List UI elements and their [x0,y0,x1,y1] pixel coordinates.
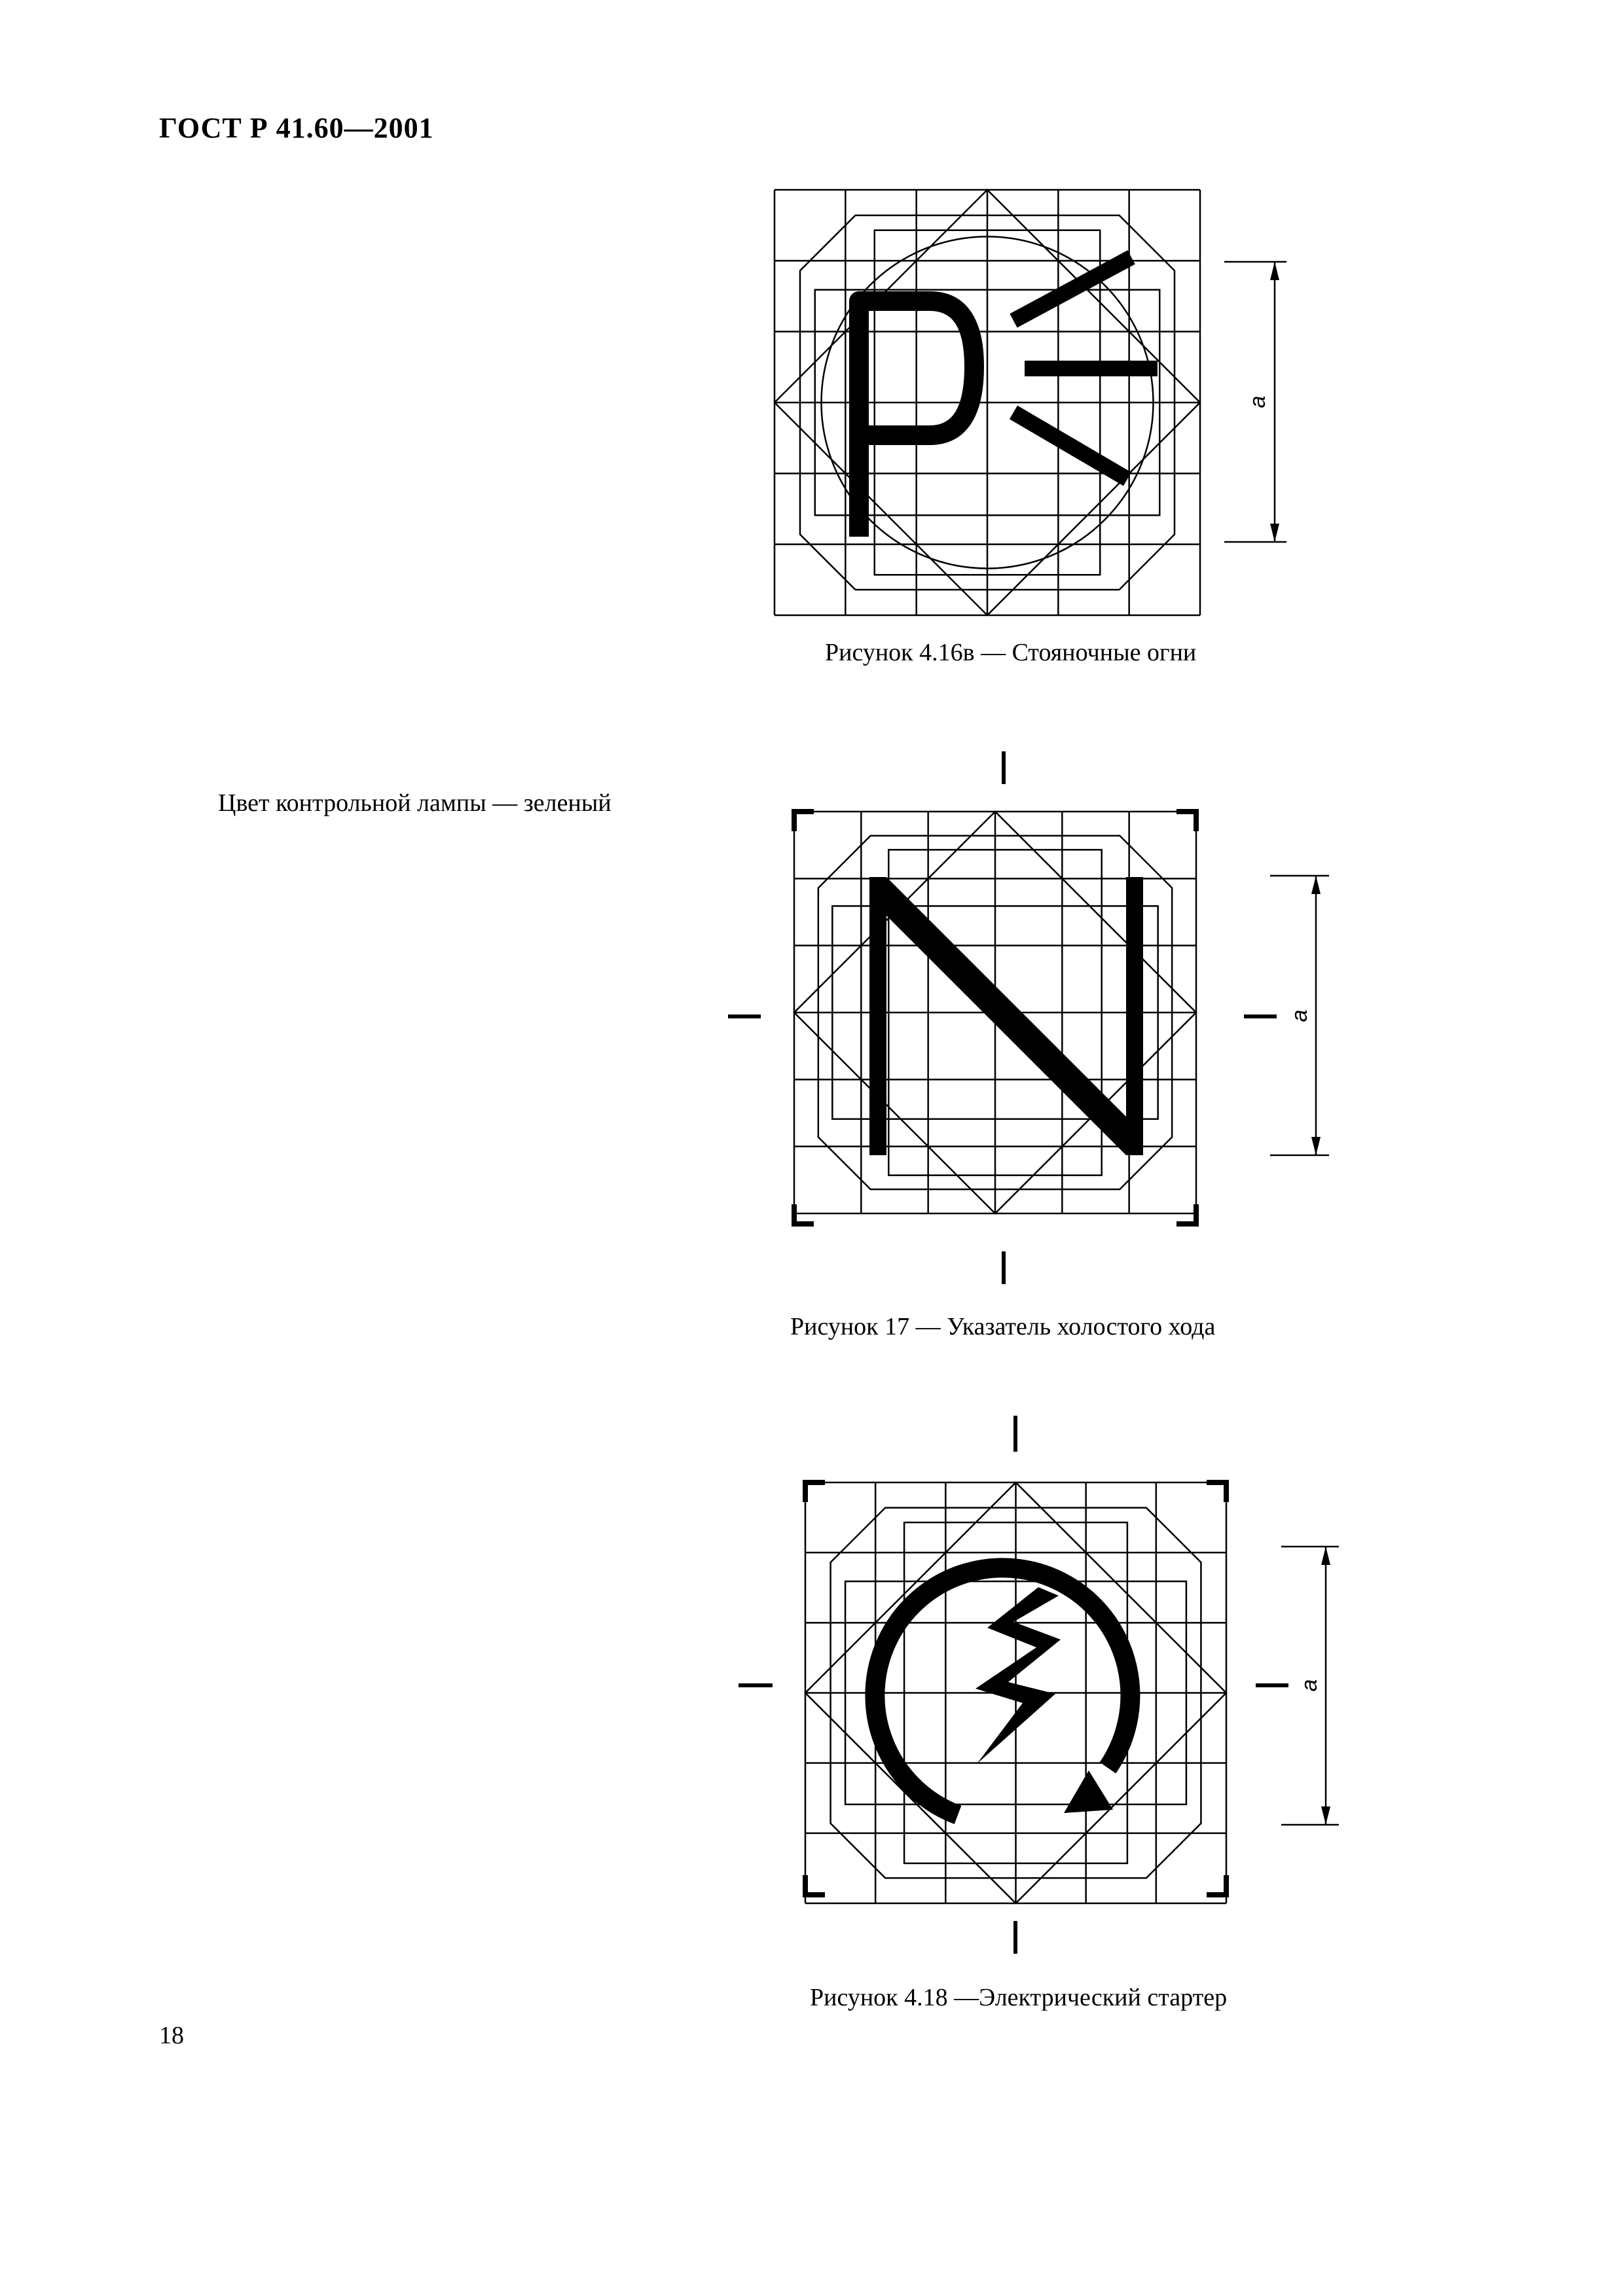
electric-starter-symbol [875,1568,1130,1815]
parking-lights-symbol [859,257,1158,537]
figure-caption: Рисунок 17 — Указатель холостого хода [790,1313,1216,1340]
dimension-label: a [1297,1679,1322,1692]
figure-caption: Рисунок 4.16в — Стояночные огни [825,639,1197,666]
dimension-a [1281,1547,1339,1825]
figure-parking-lights [753,177,1290,622]
page-number: 18 [159,2022,184,2049]
dimension-label: a [1245,395,1270,408]
dimension-label: a [1287,1009,1312,1022]
figure-electric-starter [730,1401,1332,1957]
dimension-a [1224,262,1286,542]
construction-grid [775,190,1200,615]
indicator-color-note: Цвет контрольной лампы — зеленый [218,789,611,817]
figure-neutral-indicator [720,740,1322,1296]
document-header: ГОСТ Р 41.60—2001 [159,112,434,144]
dimension-a [1270,876,1329,1155]
figure-caption: Рисунок 4.18 —Электрический стартер [810,1984,1228,2011]
